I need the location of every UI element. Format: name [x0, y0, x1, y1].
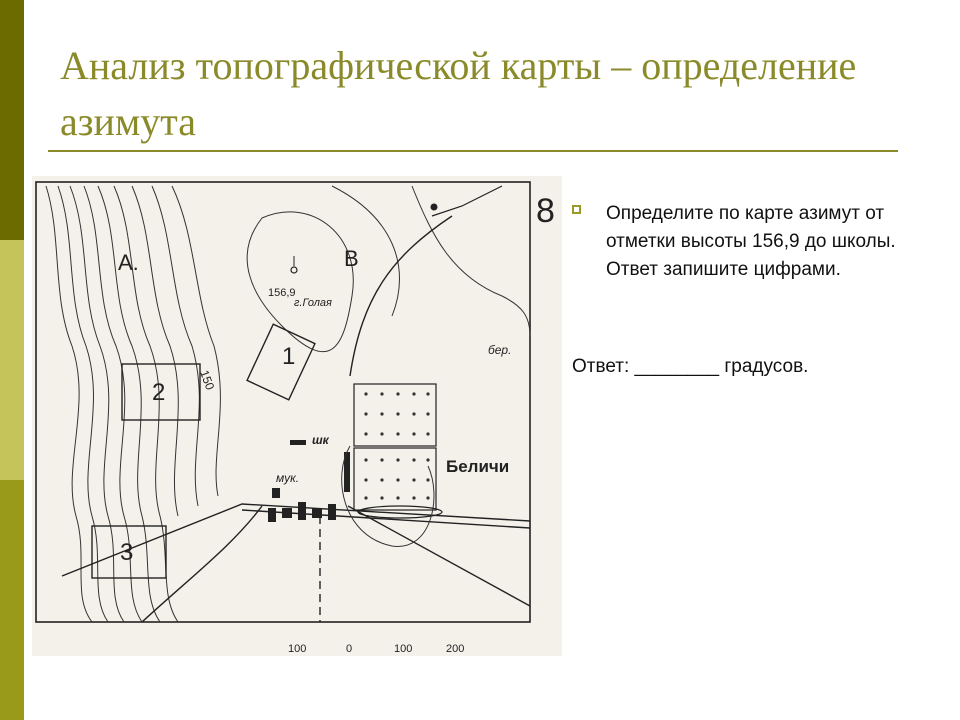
map-drawing: [32, 176, 562, 656]
title-divider: [48, 150, 898, 152]
side-bar-top: [0, 0, 24, 240]
scale-label-200: 200: [446, 643, 465, 655]
map-label-square-3: 3: [120, 539, 134, 566]
answer-line: Ответ: ________ градусов.: [572, 356, 809, 377]
map-label-corner-number: 8: [536, 192, 555, 230]
task-bullet: [572, 200, 912, 284]
map-label-square-1: 1: [282, 343, 296, 370]
map-label-b: В: [344, 246, 359, 271]
slide-title: Анализ топографической карты – определение азимута: [60, 43, 857, 144]
side-bar-bottom: [0, 480, 24, 720]
scale-label-100-left: 100: [288, 643, 307, 655]
map-label-height: 156,9: [268, 287, 296, 299]
square-bullet-icon: [572, 205, 581, 214]
map-label-square-2: 2: [152, 379, 166, 406]
map-label-hill: г.Голая: [294, 297, 332, 309]
map-label-contour-150: 150: [197, 368, 218, 392]
task-text: Определите по карте азимут от отметки высоты 156,9 до школы. Ответ запишите цифрами.: [606, 203, 896, 280]
map-label-school: шк: [312, 433, 329, 447]
map-scale-bar: [288, 643, 464, 655]
side-bar-middle: [0, 240, 24, 480]
topographic-map: [32, 176, 562, 656]
map-label-mill: мук.: [276, 471, 300, 485]
map-label-village: Беличи: [446, 457, 510, 476]
scale-label-0: 0: [346, 643, 353, 655]
map-label-a: А.: [118, 250, 139, 275]
map-label-birch: бер.: [488, 343, 512, 357]
scale-label-100-right: 100: [394, 643, 413, 655]
